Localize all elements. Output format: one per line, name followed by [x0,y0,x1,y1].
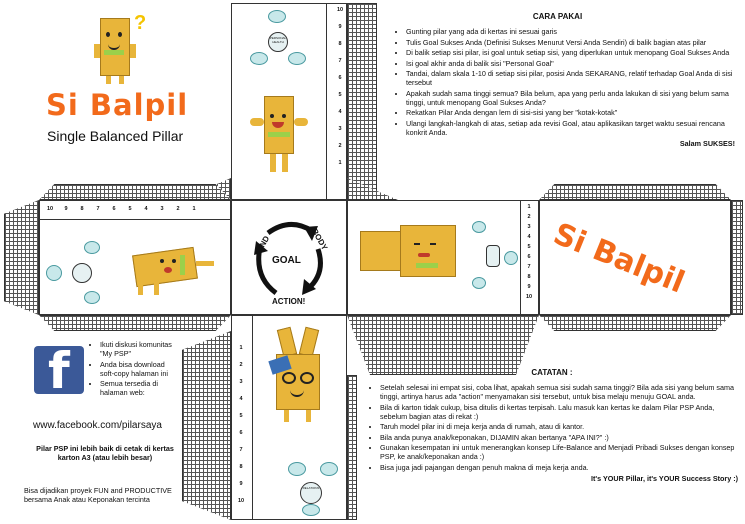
glue-tab [4,200,39,315]
glue-tab [347,375,357,520]
glue-tab [539,184,731,200]
cara-pakai-section [380,12,735,148]
glue-tab [39,184,231,200]
mindmap-hub [72,263,92,283]
mindmap-bubble [84,291,100,304]
brand-title: Si Balpil [46,88,189,122]
cara-pakai-title: CARA PAKAI [532,12,583,21]
mindmap-bubble [472,221,486,233]
list-item: • Rekatkan Pilar Anda dengan lem di sisi-sisi yang ber "kotak-kotak" [406,108,735,117]
pillar-brand-face [539,200,731,315]
mindmap-bubble [288,52,306,65]
mascot-sleeping [356,221,466,291]
cycle-goal: GOAL [272,255,301,266]
mascot-flexing [250,96,310,188]
project-note: Bisa dijadikan proyek FUN and PRODUCTIVE bersama Anak atau Keponakan tercinta [24,486,172,504]
glue-tab [731,200,743,315]
glue-tab [347,3,377,200]
facebook-url[interactable]: www.facebook.com/pilarsaya [33,420,162,431]
brand-title-rotated: Si Balpil [548,216,690,301]
catatan-section [366,368,738,483]
pillar-left-face [39,200,231,315]
mindmap-bubble [472,277,486,289]
pillar-top-face: PERSONAL HEALTH 10 9 8 7 6 5 4 3 2 1 [231,3,347,200]
mindmap-bubble [268,10,286,23]
mindmap-hub [486,245,500,267]
mindmap-bubble [84,241,100,254]
list-item: • Di balik setiap sisi pilar, isi goal untuk setiap sisi, yang diperlukan untuk menopang Goal Sukses Anda [406,48,735,57]
list-item: • Bila anda punya anak/keponakan, DIJAMIN akan bertanya "APA INI?" :) [380,433,738,442]
glue-tab [39,315,231,331]
cycle-action: ACTION! [272,297,306,306]
scale-bottom: 1 2 3 4 5 6 7 8 9 10 [237,345,245,504]
glue-tab [182,331,231,520]
mindmap-hub: RELATIONS [300,482,322,504]
mascot-lying [124,245,224,301]
list-item: • Apakah sudah sama tinggi semua? Bila belum, apa yang perlu anda lakukan di sisi yang belum sama tinggi, untuk menopang Goal Sukses Anda? [406,89,735,107]
pillar-right-face [347,200,539,315]
mascot-reading [270,328,330,424]
catatan-signoff: It's YOUR Pillar, it's YOUR Success Story :) [591,473,738,483]
scale-left: 10 9 8 7 6 5 4 3 2 1 [46,206,196,212]
mindmap-hub: PERSONAL HEALTH [268,32,288,52]
glue-tab [539,315,731,331]
cycle-body: BODY [309,227,330,252]
list-item: • Gunakan kesempatan ini untuk menerangkan konsep Life-Balance and Menjadi Pribadi Sukses dengan konsep PSP, ke anak/keponakan anda :) [380,443,738,461]
list-item: • Bila di karton tidak cukup, bisa ditulis di kertas terpisah. Lalu masuk kan kertas ke dalam Pilar PSP Anda, sebelum bagian atas di rekat :) [380,403,738,421]
mascot-logo [92,14,152,86]
pillar-center-face [231,200,347,315]
facebook-icon[interactable]: f [34,346,84,394]
print-note: Pilar PSP ini lebih baik di cetak di kertas karton A3 (atau lebih besar) [36,444,174,462]
list-item: • Ulangi langkah-langkah di atas, setiap ada revisi Goal, atau aplikasikan target waktu sesuai rencana konkrit Anda. [406,119,735,137]
question-mark: ? [134,12,147,34]
list-item: • Gunting pilar yang ada di kertas ini sesuai garis [406,27,735,36]
brand-tagline: Single Balanced Pillar [47,128,184,144]
mindmap-bubble [288,462,306,476]
list-item: • Bisa juga jadi pajangan dengan penuh makna di meja kerja anda. [380,463,738,472]
list-item: • Ikuti diskusi komunitas "My PSP" [100,340,180,358]
mindmap-bubble [302,504,320,516]
mindmap-bubble [320,462,338,476]
cycle-mind: MIND [253,234,272,257]
list-item: • Semua tersedia di halaman web: [100,379,180,397]
pillar-bottom-face [231,315,347,520]
list-item: • Tandai, dalam skala 1-10 di setiap sisi pilar, posisi Anda SEKARANG, relatif terhadap Goal Anda di sisi tersebut [406,69,735,87]
list-item: • Anda bisa download soft-copy halaman ini [100,360,180,378]
list-item: • Isi goal akhir anda di balik sisi "Personal Goal" [406,59,735,68]
cara-pakai-signoff: Salam SUKSES! [679,138,735,148]
catatan-title: CATATAN : [531,368,573,377]
cara-pakai-list [380,27,735,137]
facebook-info [88,340,180,399]
mindmap-bubble [46,265,62,281]
mindmap-bubble [504,251,518,265]
scale-right: 1 2 3 4 5 6 7 8 9 10 [525,204,533,300]
list-item: • Taruh model pilar ini di meja kerja anda di rumah, atau di kantor. [380,422,738,431]
list-item: • Setelah selesai ini empat sisi, coba lihat, apakah semua sisi sudah sama tinggi? Bila ada sisi yang belum sama tinggi, artinya harus ada "action" menyamakan sisi tersebut, untuk bisa melaju menuju GOAL anda. [380,383,738,401]
glue-tab [347,315,539,375]
catatan-list [366,383,738,472]
mindmap-bubble [250,52,268,65]
list-item: • Tulis Goal Sukses Anda (Definisi Sukses Menurut Versi Anda Sendiri) di balik bagian atas pilar [406,38,735,47]
